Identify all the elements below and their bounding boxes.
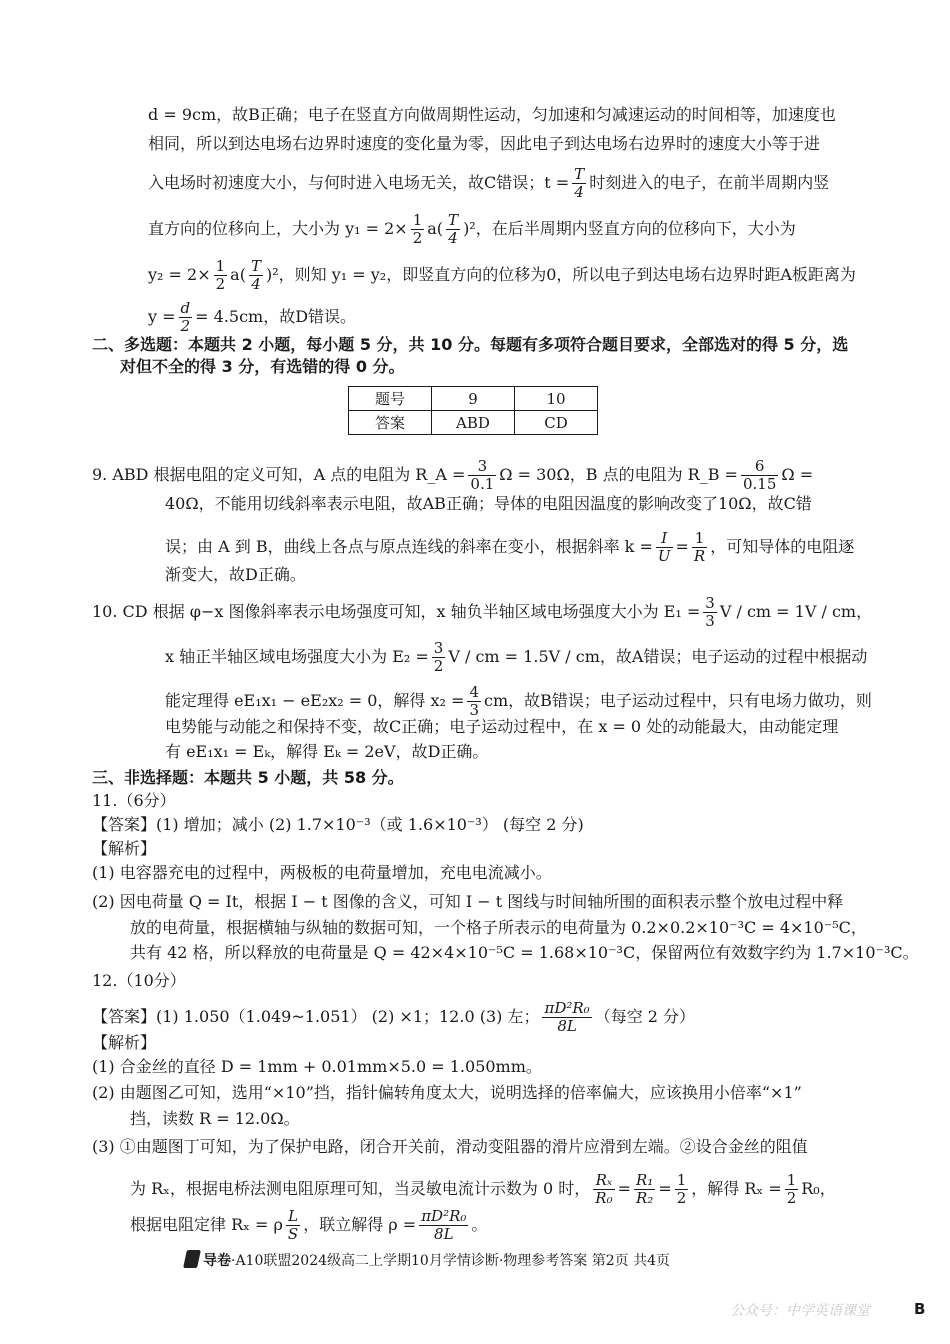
fraction: $\frac{6}{0.15}$ [742, 457, 777, 493]
text-line: 根据电阻定律 Rₓ = ρ $\frac{L}{S}$ ，联立解得 ρ = $\frac{\text{πD²R₀}}{8L}$ 。 [130, 1207, 488, 1243]
text-line: 有 eE₁x₁ = Eₖ，解得 Eₖ = 2eV，故D正确。 [165, 742, 489, 761]
text-line: 40Ω，不能用切线斜率表示电阻，故AB正确；导体的电阻因温度的影响改变了10Ω，故C错 [165, 494, 812, 513]
section-heading: 二、多选题：本题共 2 小题，每小题 5 分，共 10 分。每题有多项符合题目要求，全部选对的得 5 分，选 [92, 335, 849, 354]
page-version-label: B [914, 1300, 926, 1318]
fraction: $\frac{3}{3}$ [705, 594, 715, 630]
text-line: 能定理得 eE₁x₁ − eE₂x₂ = 0，解得 x₂ = $\frac{4}{3}$ cm，故B错误；电子运动过程中，只有电场力做功，则 [165, 683, 872, 719]
watermark: 公众号：中学英语课堂 [730, 1303, 870, 1319]
fraction: $\frac{\text{R₁}}{\text{R₂}}$ [636, 1171, 654, 1207]
answer-table [348, 386, 598, 435]
brand-logo-icon [183, 1250, 201, 1268]
text-line: 误；由 A 到 B，曲线上各点与原点连线的斜率在变小，根据斜率 k = $\frac{I}{U}$ = $\frac{1}{R}$ ，可知导体的电阻逐 [165, 529, 855, 565]
fraction: $\frac{1}{2}$ [215, 257, 226, 293]
answer-line: 【答案】(1) 增加；减小 (2) 1.7×10⁻³（或 1.6×10⁻³） (每空 2 分) [92, 815, 584, 834]
text-line: y = $\frac{d}{2}$ = 4.5cm，故D错误。 [148, 299, 357, 335]
question-header: 11.（6分） [92, 791, 176, 810]
text-line: (2) 因电荷量 Q = It，根据 I − t 图像的含义，可知 I − t 图线与时间轴所围的面积表示整个放电过程中释 [92, 892, 844, 911]
text-line: y₂ = 2× $\frac{1}{2}$ a( $\frac{T}{4}$ )²，则知 y₁ = y₂，即竖直方向的位移为0，所以电子到达电场右边界时距A板距离为 [148, 257, 856, 293]
brand-name: 导卷 [203, 1253, 231, 1269]
fraction: $\frac{T}{4}$ [250, 257, 261, 293]
fraction: $\frac{1}{2}$ [786, 1171, 797, 1207]
text-line: 入电场时初速度大小，与何时进入电场无关，故C错误；t = $\frac{T}{4}$ 时刻进入的电子，在前半周期内竖 [148, 165, 830, 201]
text-line: 挡，读数 R = 12.0Ω。 [130, 1109, 300, 1128]
text-line: x 轴正半轴区域电场强度大小为 E₂ = $\frac{3}{2}$ V / cm = 1.5V / cm，故A错误；电子运动的过程中根据动 [165, 639, 868, 675]
text-line: d = 9cm，故B正确；电子在竖直方向做周期性运动，匀加速和匀减速运动的时间相等，加速度也 [148, 105, 836, 124]
text-line: 10. CD 根据 φ−x 图像斜率表示电场强度可知，x 轴负半轴区域电场强度大小为 E₁ = $\frac{3}{3}$ V / cm = 1V / cm， [92, 594, 873, 630]
fraction: $\frac{3}{0.1}$ [470, 457, 495, 493]
text-line: 直方向的位移向上，大小为 y₁ = 2× $\frac{1}{2}$ a( $\frac{T}{4}$ )²，在后半周期内竖直方向的位移向下，大小为 [148, 211, 796, 247]
text-line: 电势能与动能之和保持不变，故C正确；电子运动过程中，在 x = 0 处的动能最大，由动能定理 [165, 717, 839, 736]
table-cell: 答案 [349, 411, 432, 435]
page-footer [185, 1250, 670, 1270]
fraction: $\frac{L}{S}$ [287, 1207, 299, 1243]
answer-line: 【答案】(1) 1.050（1.049~1.051） (2) ×1；12.0 (3) 左； $\frac{\text{πD²R₀}}{8L}$ （每空 2 分） [92, 999, 696, 1035]
text-line: 渐变大，故D正确。 [165, 565, 306, 584]
section-heading: 三、非选择题：本题共 5 小题，共 58 分。 [92, 768, 404, 787]
text-line: (1) 合金丝的直径 D = 1mm + 0.01mm×5.0 = 1.050mm。 [92, 1057, 542, 1076]
analysis-label: 【解析】 [92, 839, 157, 858]
table-cell: 10 [515, 387, 598, 411]
text-line: 放的电荷量，根据横轴与纵轴的数据可知，一个格子所表示的电荷量为 0.2×0.2×10⁻³C = 4×10⁻⁵C， [130, 918, 867, 937]
text-line: 共有 42 格，所以释放的电荷量是 Q = 42×4×10⁻⁵C = 1.68×10⁻³C，保留两位有效数字约为 1.7×10⁻³C。 [130, 943, 919, 962]
fraction: $\frac{1}{2}$ [412, 211, 423, 247]
fraction: $\frac{I}{U}$ [657, 529, 671, 565]
fraction: $\frac{\text{πD²R₀}}{8L}$ [544, 999, 590, 1035]
table-cell: CD [515, 411, 598, 435]
text-line: (3) ①由题图丁可知，为了保护电路，闭合开关前，滑动变阻器的滑片应滑到左端。②设合金丝的阻值 [92, 1137, 808, 1156]
text-line: (2) 由题图乙可知，选用“×10”挡，指针偏转角度太大，说明选择的倍率偏大，应该换用小倍率“×1” [92, 1083, 802, 1102]
footer-text: ·A10联盟2024级高二上学期10月学情诊断·物理参考答案 第2页 共4页 [231, 1253, 670, 1269]
text-line: (1) 电容器充电的过程中，两极板的电荷量增加，充电电流减小。 [92, 863, 552, 882]
fraction: $\frac{1}{R}$ [693, 529, 706, 565]
fraction: $\frac{\text{Rₓ}}{\text{R₀}}$ [595, 1171, 613, 1207]
section-heading: 对但不全的得 3 分，有选错的得 0 分。 [120, 357, 405, 376]
fraction: $\frac{3}{2}$ [433, 639, 444, 675]
fraction: $\frac{T}{4}$ [574, 165, 585, 201]
table-cell: ABD [432, 411, 515, 435]
analysis-label: 【解析】 [92, 1033, 157, 1052]
fraction: $\frac{T}{4}$ [448, 211, 459, 247]
text-line: 9. ABD 根据电阻的定义可知，A 点的电阻为 R_A = $\frac{3}{0.1}$ Ω = 30Ω，B 点的电阻为 R_B = $\frac{6}{0.15}$ Ω = [92, 457, 814, 493]
question-header: 12.（10分） [92, 971, 186, 990]
fraction: $\frac{1}{2}$ [676, 1171, 687, 1207]
fraction: $\frac{\text{πD²R₀}}{8L}$ [421, 1207, 467, 1243]
fraction: $\frac{4}{3}$ [469, 683, 479, 719]
fraction: $\frac{d}{2}$ [180, 299, 191, 335]
text-line: 相同，所以到达电场右边界时速度的变化量为零，因此电子到达电场右边界时的速度大小等于进 [148, 134, 821, 153]
table-cell: 题号 [349, 387, 432, 411]
text-line: 为 Rₓ，根据电桥法测电阻原理可知，当灵敏电流计示数为 0 时， $\frac{\text{Rₓ}}{\text{R₀}}$ = $\frac{\text{R₁}}{\text{R₂}}$ = $\frac{1}{2}$ ，解得 Rₓ = $\frac{1}{2}$ R₀， [130, 1171, 836, 1207]
table-cell: 9 [432, 387, 515, 411]
